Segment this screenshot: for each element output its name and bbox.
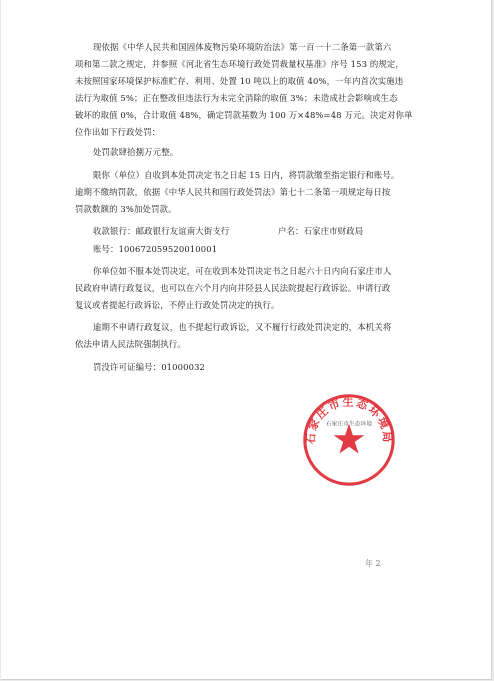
- document-page: [1, 0, 492, 680]
- text-line: 限你（单位）自收到本处罚决定书之日起 15 日内，将罚款缴至指定银行和账号。: [93, 170, 400, 180]
- bank-name: 收款银行：邮政银行友谊南大街支行: [93, 226, 230, 236]
- text-line: 依法申请人民法院强制执行。: [75, 339, 186, 349]
- date-fragment: 年 2: [365, 559, 381, 568]
- text-line: 罚款数额的 3%加处罚款。: [75, 204, 177, 214]
- permit-number: 罚没许可证编号：01000032: [93, 362, 206, 372]
- text-line: 民政府申请行政复议，也可以在六个月内向井陉县人民法院提起行政诉讼。申请行政: [75, 283, 391, 293]
- text-line: 复议或者提起行政诉讼，不停止行政处罚决定的执行。: [75, 300, 280, 310]
- official-seal-icon: [301, 392, 397, 488]
- text-line: 现依据《中华人民共和国固体废物污染环境防治法》第一百一十二条第一款第六: [93, 42, 392, 52]
- seal-inner-text: 石家庄市生态环境: [326, 421, 372, 428]
- penalty-statement: 处罚款肆拾捌万元整。: [93, 147, 179, 157]
- text-line: 项和第二款之规定，并参照《河北省生态环境行政处罚裁量权基准》序号 153 的规定，: [75, 59, 404, 69]
- seal-ring-text: 石家庄市生态环境局: [304, 395, 394, 445]
- text-line: 破坏的取值 0%，合计取值 48%，确定罚款基数为 100 万×48%=48 万元。决定对你单: [75, 110, 413, 120]
- text-line: 未按照国家环境保护标准贮存、利用、处置 10 吨以上的取值 40%，一年内首次实施违: [75, 76, 404, 86]
- text-line: 你单位如不服本处罚决定，可在收到本处罚决定书之日起六十日内向石家庄市人: [93, 266, 392, 276]
- text-line: 法行为取值 5%；正在整改但违法行为未完全消除的取值 3%；未造成社会影响或生态: [75, 93, 398, 103]
- payee-name: 户名：石家庄市财政局: [278, 226, 364, 236]
- seal-star-icon: [334, 424, 365, 454]
- text-line: 逾期不申请行政复议，也不提起行政诉讼，又不履行行政处罚决定的，本机关将: [93, 322, 392, 332]
- text-line: 位作出如下行政处罚：: [75, 127, 161, 137]
- account-number: 账号：100672059520010001: [93, 244, 218, 254]
- text-line: 逾期不缴纳罚款，依据《中华人民共和国行政处罚法》第七十二条第一项规定每日按: [75, 187, 391, 197]
